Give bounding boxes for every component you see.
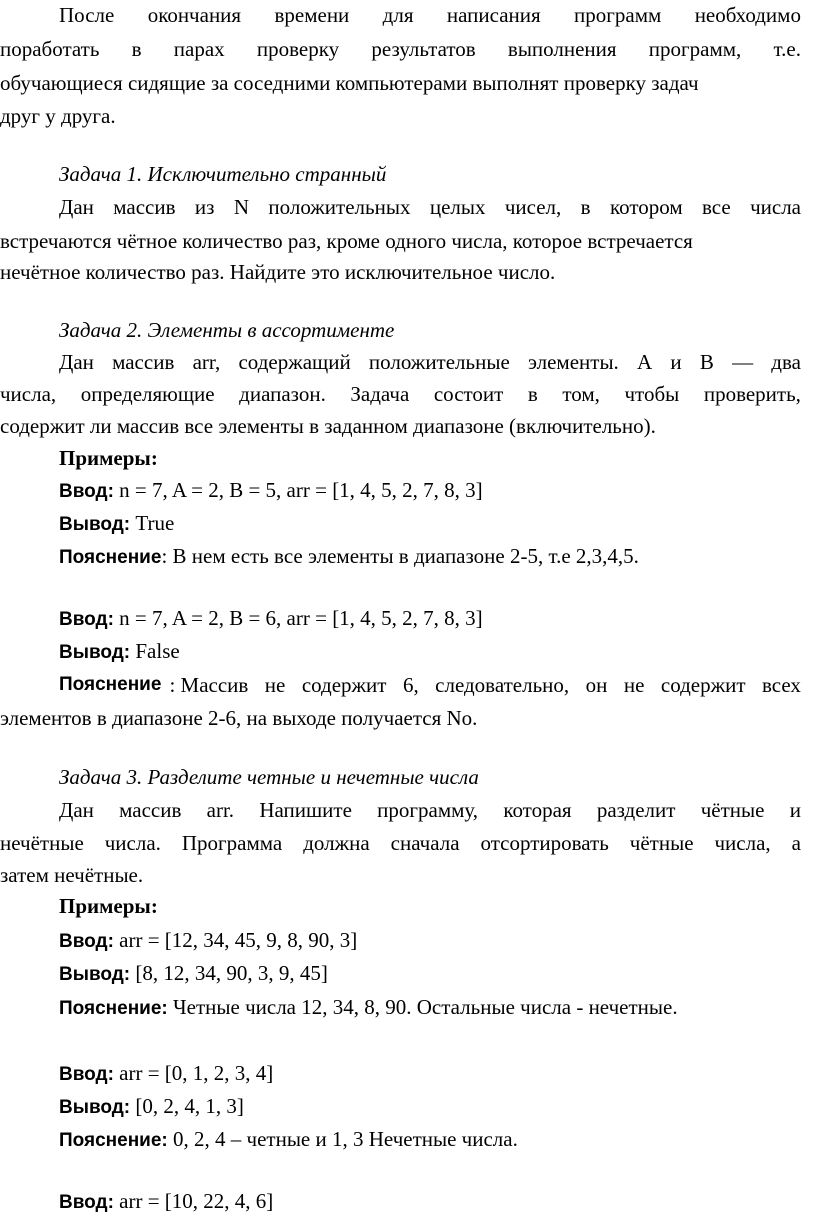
word: : Массив [169, 673, 249, 697]
word: Напишите [259, 798, 352, 822]
word: числа, [0, 382, 57, 406]
word: в [580, 195, 591, 219]
word: Дан [59, 195, 94, 219]
explanation-value: : В нем есть все элементы в диапазоне 2-5, т.е 2,3,4,5. [161, 544, 639, 568]
word: чётные [629, 831, 694, 855]
output-label: Вывод: [59, 964, 131, 985]
word: нечётные [0, 831, 84, 855]
explanation-value: 0, 2, 4 – четные и 1, 3 Нечетные числа. [167, 1127, 518, 1151]
intro-line-1 [59, 2, 801, 28]
input-label: Ввод: [59, 931, 114, 952]
word: чтобы [624, 382, 680, 406]
task3-line-1 [59, 797, 801, 823]
task1-title: Задача 1. Исключительно странный [59, 162, 387, 186]
task2-line-2 [0, 381, 801, 407]
word: не [623, 673, 645, 697]
word: Задача [350, 382, 410, 406]
task3-ex2-input [59, 1060, 273, 1088]
input-value: arr = [10, 22, 4, 6] [113, 1189, 274, 1213]
output-value: [8, 12, 34, 90, 3, 9, 45] [130, 961, 328, 985]
word: отсортировать [480, 831, 609, 855]
word: Дан [59, 798, 94, 822]
word: — [732, 350, 754, 374]
word: числа [750, 195, 801, 219]
explanation-words [169, 672, 801, 698]
word: целых [429, 195, 486, 219]
output-value: [0, 2, 4, 1, 3] [130, 1094, 244, 1118]
word: массив [113, 195, 176, 219]
input-value: arr = [12, 34, 45, 9, 8, 90, 3] [113, 928, 358, 952]
word: времени [274, 3, 350, 27]
word: 6, [402, 673, 419, 697]
word: всех [762, 673, 801, 697]
word: а [791, 831, 801, 855]
word: из [194, 195, 215, 219]
word: содержит [301, 673, 387, 697]
word: определяющие [80, 382, 215, 406]
input-label: Ввод: [59, 609, 114, 630]
word: содержит [660, 673, 746, 697]
word: A [637, 350, 653, 374]
word: положительные [368, 350, 510, 374]
task3-examples-label: Примеры: [59, 894, 158, 918]
explanation-label: Пояснение: [59, 998, 168, 1019]
word: выполнения [507, 37, 617, 61]
task3-ex3-input [59, 1188, 273, 1216]
word: и [670, 350, 682, 374]
task2-ex1-input [59, 477, 483, 505]
output-label: Вывод: [59, 1097, 131, 1118]
task3-line-2 [0, 830, 801, 856]
task1-line-1 [59, 194, 801, 220]
word: arr. [206, 798, 235, 822]
word: массив [119, 798, 182, 822]
word: поработать [0, 37, 100, 61]
word: программу, [377, 798, 479, 822]
word: содержащий [238, 350, 351, 374]
word: в [131, 37, 142, 61]
word: числа, [714, 831, 771, 855]
word: разделит [596, 798, 676, 822]
input-label: Ввод: [59, 1064, 114, 1085]
word: должна [303, 831, 370, 855]
word: элементы. [527, 350, 619, 374]
word: и [789, 798, 801, 822]
explanation-label: Пояснение: [59, 1130, 168, 1151]
word: чисел, [504, 195, 562, 219]
word: проверку [256, 37, 340, 61]
word: результатов [371, 37, 476, 61]
word: Дан [59, 350, 94, 374]
input-label: Ввод: [59, 481, 114, 502]
word: arr, [192, 350, 221, 374]
task3-title: Задача 3. Разделите четные и нечетные числа [59, 765, 479, 789]
word: состоит [433, 382, 504, 406]
word: все [702, 195, 731, 219]
task2-title: Задача 2. Элементы в ассортименте [59, 318, 395, 342]
intro-line-4: друг у друга. [0, 104, 116, 128]
word: том, [562, 382, 600, 406]
word: для [382, 3, 414, 27]
task3-ex1-input [59, 927, 357, 955]
output-label: Вывод: [59, 514, 131, 535]
output-value: True [130, 511, 175, 535]
word: написания [446, 3, 541, 27]
output-label: Вывод: [59, 642, 131, 663]
word: диапазон. [239, 382, 326, 406]
task3-ex1-output [59, 960, 328, 988]
task2-examples-label: Примеры: [59, 446, 158, 470]
word: в [527, 382, 538, 406]
input-value: arr = [0, 1, 2, 3, 4] [113, 1061, 274, 1085]
intro-line-2 [0, 36, 801, 62]
word: котором [609, 195, 683, 219]
word: программ [574, 3, 662, 27]
word: которая [503, 798, 572, 822]
word: не [264, 673, 286, 697]
word: Программа [181, 831, 283, 855]
word: программ, [648, 37, 742, 61]
explanation-label: Пояснение [59, 674, 162, 695]
task2-ex2-explanation-line-1 [59, 672, 801, 698]
input-label: Ввод: [59, 1192, 114, 1213]
task3-ex1-explanation [59, 994, 678, 1022]
task2-line-3: содержит ли массив все элементы в заданном диапазоне (включительно). [0, 414, 656, 438]
word: сначала [390, 831, 460, 855]
word: N [233, 195, 249, 219]
task2-ex1-output [59, 510, 174, 538]
explanation-label: Пояснение [59, 547, 162, 568]
word: два [771, 350, 801, 374]
word: необходимо [694, 3, 801, 27]
input-value: n = 7, A = 2, B = 6, arr = [1, 4, 5, 2, 7, 8, 3] [113, 606, 483, 630]
intro-line-3: обучающиеся сидящие за соседними компьютерами выполнят проверку задач [0, 71, 699, 95]
task1-line-3: нечётное количество раз. Найдите это исключительное число. [0, 260, 556, 284]
task3-ex2-explanation [59, 1126, 518, 1154]
word: следовательно, [435, 673, 570, 697]
output-value: False [130, 639, 180, 663]
explanation-value: Четные числа 12, 34, 8, 90. Остальные числа - нечетные. [167, 995, 678, 1019]
word: B [699, 350, 714, 374]
word: окончания [147, 3, 242, 27]
task2-ex1-explanation [59, 543, 639, 571]
word: чётные [700, 798, 765, 822]
input-value: n = 7, A = 2, B = 5, arr = [1, 4, 5, 2, 7, 8, 3] [113, 478, 483, 502]
word: числа. [104, 831, 161, 855]
word: положительных [268, 195, 411, 219]
task3-line-3: затем нечётные. [0, 863, 144, 887]
task2-ex2-explanation-line-2: элементов в диапазоне 2-6, на выходе получается No. [0, 706, 478, 730]
word: он [585, 673, 608, 697]
word: проверить, [703, 382, 801, 406]
word: массив [112, 350, 175, 374]
task1-line-2: встречаются чётное количество раз, кроме одного числа, которое встречается [0, 229, 693, 253]
task2-ex2-output [59, 638, 180, 666]
word: парах [173, 37, 225, 61]
task2-ex2-input [59, 605, 483, 633]
task3-ex2-output [59, 1093, 244, 1121]
word: т.е. [773, 37, 801, 61]
task2-line-1 [59, 349, 801, 375]
word: После [59, 3, 115, 27]
